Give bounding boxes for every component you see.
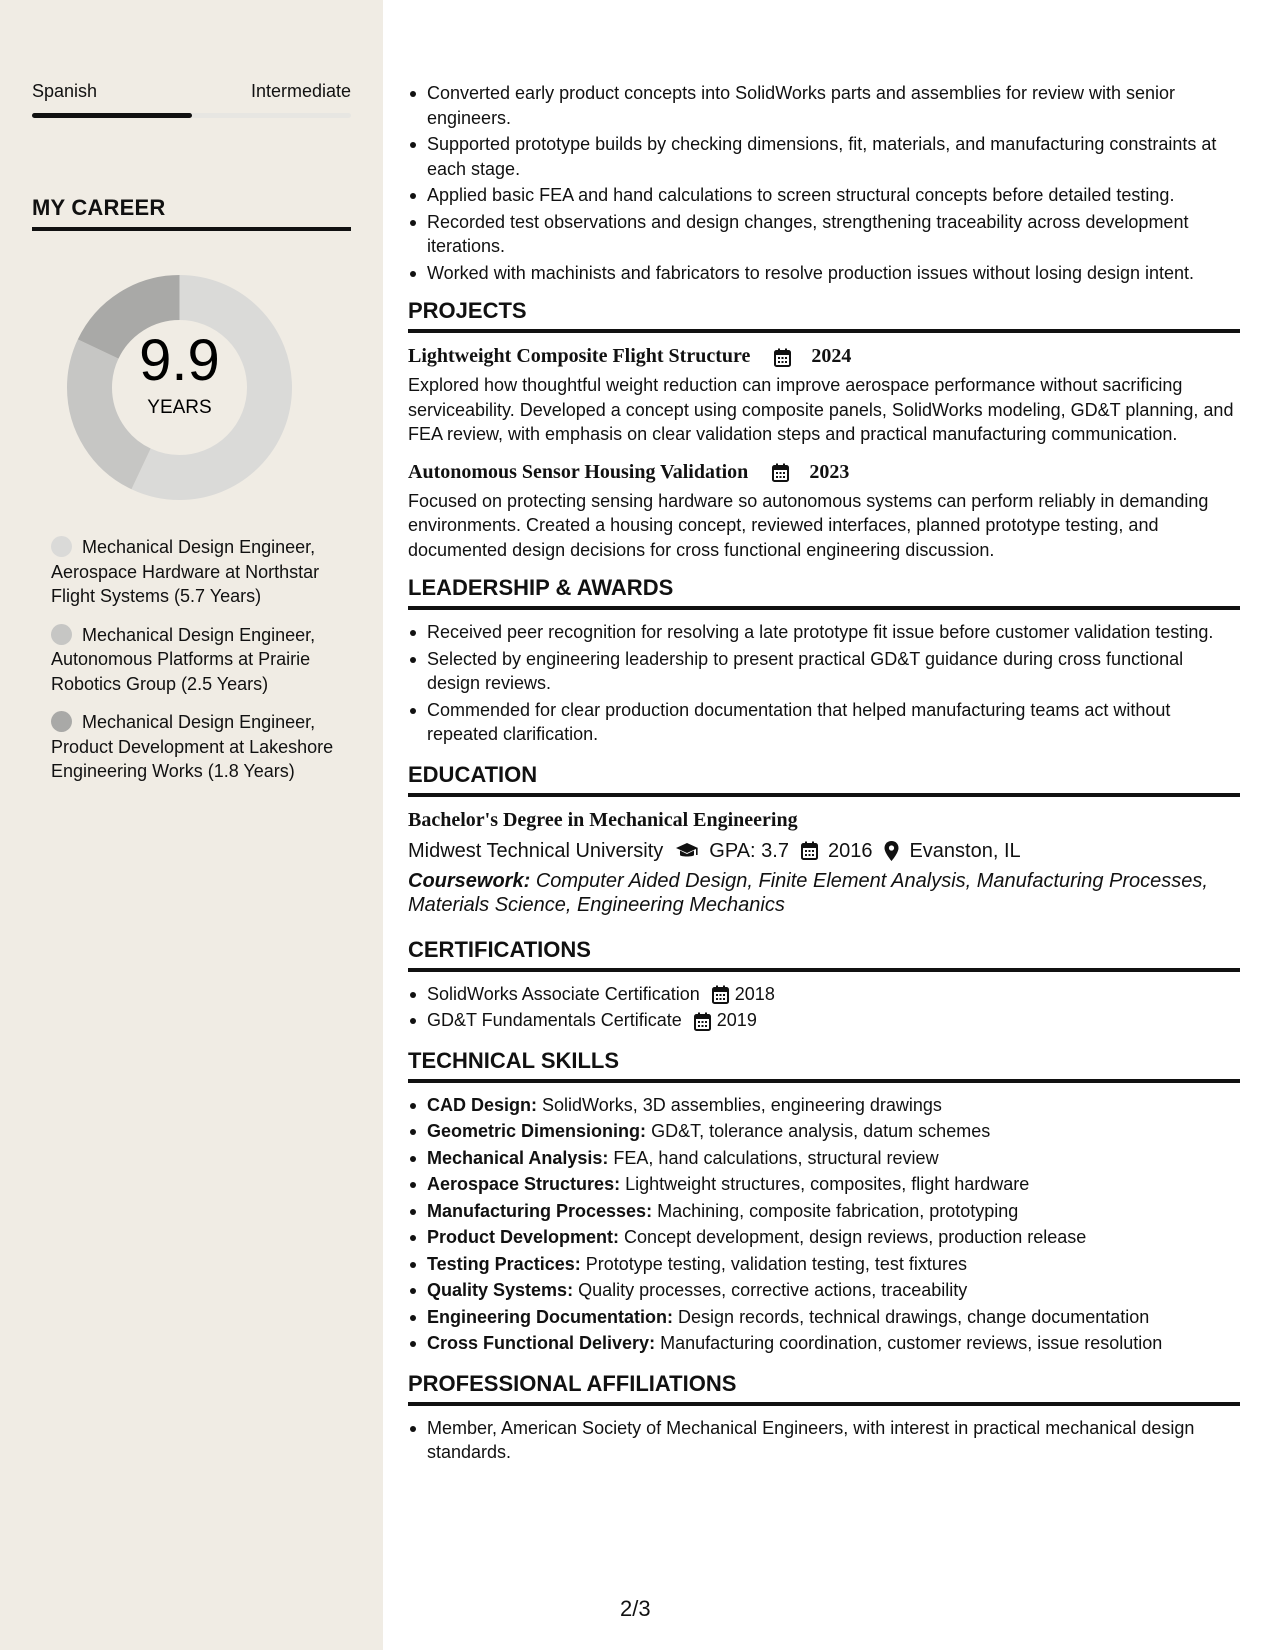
project-description: Focused on protecting sensing hardware so autonomous systems can perform reliably in demanding environments. Created a housing concept, reviewed interfaces, planned prototype testing, and documented design decisions for cross functional engineering discussion. [408, 490, 1209, 560]
skill-label: Quality Systems: [427, 1280, 574, 1300]
skill-item [408, 1305, 1240, 1330]
projects-list [408, 343, 1240, 562]
certification-item [408, 982, 1240, 1007]
list-item: Worked with machinists and fabricators to resolve production issues without losing design intent. [408, 261, 1240, 286]
education-gpa: GPA: 3.7 [709, 839, 789, 862]
skill-label: CAD Design: [427, 1094, 538, 1115]
project-year: 2023 [809, 460, 850, 483]
skills-list [408, 1093, 1240, 1356]
career-legend-dot [51, 536, 72, 557]
list-item: Applied basic FEA and hand calculations to screen structural concepts before detailed testing. [408, 183, 1240, 208]
list-item: Recorded test observations and design changes, strengthening traceability across development iterations. [408, 210, 1240, 259]
calendar-icon [712, 982, 732, 1007]
skill-value: SolidWorks, 3D assemblies, engineering drawings [542, 1094, 942, 1115]
skill-value: Machining, composite fabrication, prototyping [657, 1200, 1019, 1221]
skill-label: Manufacturing Processes: [427, 1200, 653, 1221]
skill-item [408, 1225, 1240, 1250]
certifications-list [408, 982, 1240, 1033]
career-item-text: Mechanical Design Engineer, Product Development at Lakeshore Engineering Works (1.8 Years) [51, 712, 334, 781]
skill-value: GD&T, tolerance analysis, datum schemes [651, 1121, 991, 1141]
skill-value: Manufacturing coordination, customer reviews, issue resolution [660, 1333, 1163, 1353]
location-pin-icon [884, 841, 899, 861]
career-legend-dot [51, 624, 72, 645]
skill-value: Prototype testing, validation testing, test fixtures [585, 1253, 967, 1274]
project-heading [408, 459, 1240, 485]
project-year: 2024 [811, 345, 852, 367]
certification-year: 2019 [716, 1010, 757, 1030]
career-total-years: 9.9 [139, 328, 220, 393]
leadership-list [408, 620, 1240, 747]
career-item-text: Mechanical Design Engineer, Autonomous Platforms at Prairie Robotics Group (2.5 Years) [51, 624, 316, 694]
skill-value: Quality processes, corrective actions, traceability [578, 1280, 968, 1300]
project-name: Autonomous Sensor Housing Validation [408, 460, 749, 483]
skill-value: Design records, technical drawings, change documentation [678, 1306, 1150, 1327]
project-description: Explored how thoughtful weight reduction can improve aerospace performance without sacrificing serviceability. Developed a concept using composite panels, SolidWorks modeling, GD&T planning, and FEA review, with emphasis on clear validation steps and practical manufacturing communication. [408, 375, 1234, 444]
skill-item [408, 1278, 1240, 1303]
skill-item [408, 1119, 1240, 1144]
skill-label: Cross Functional Delivery: [427, 1333, 656, 1353]
skill-item [408, 1331, 1240, 1356]
certification-year: 2018 [734, 983, 775, 1004]
career-item-text: Mechanical Design Engineer, Aerospace Hardware at Northstar Flight Systems (5.7 Years) [51, 537, 320, 606]
skill-value: Lightweight structures, composites, flight hardware [625, 1174, 1030, 1194]
skill-label: Mechanical Analysis: [427, 1147, 609, 1168]
skill-label: Engineering Documentation: [427, 1306, 674, 1327]
career-years-donut-chart [67, 275, 292, 500]
list-item: Selected by engineering leadership to present practical GD&T guidance during cross functional design reviews. [408, 647, 1240, 696]
career-item [51, 623, 336, 697]
list-item: Commended for clear production documentation that helped manufacturing teams act without repeated clarification. [408, 698, 1240, 747]
career-item [51, 710, 336, 784]
career-legend-dot [51, 711, 72, 732]
language-proficiency-bar [32, 113, 351, 118]
education-coursework [408, 869, 1240, 918]
experience-bullets [408, 81, 1240, 285]
education-section-title: EDUCATION [408, 761, 1240, 797]
education-degree: Bachelor's Degree in Mechanical Engineering [408, 808, 798, 831]
sidebar [0, 0, 383, 1650]
skill-label: Product Development: [427, 1227, 620, 1247]
main-content [408, 81, 1240, 1467]
skill-label: Geometric Dimensioning: [427, 1121, 647, 1141]
career-section-title: MY CAREER [32, 195, 166, 220]
calendar-icon [694, 1008, 714, 1033]
list-item: Member, American Society of Mechanical Engineers, with interest in practical mechanical design standards. [408, 1416, 1240, 1465]
list-item: Received peer recognition for resolving a late prototype fit issue before customer validation testing. [408, 620, 1240, 645]
projects-section-title: PROJECTS [408, 297, 1240, 333]
affiliations-section-title: PROFESSIONAL AFFILIATIONS [408, 1370, 1240, 1406]
certifications-section-title: CERTIFICATIONS [408, 936, 1240, 972]
skills-section-title: TECHNICAL SKILLS [408, 1047, 1240, 1083]
career-years-unit: YEARS [147, 397, 212, 418]
coursework-label: Coursework: [408, 869, 531, 892]
language-proficiency-fill [32, 113, 192, 118]
skill-value: FEA, hand calculations, structural review [613, 1147, 939, 1168]
project-name: Lightweight Composite Flight Structure [408, 345, 751, 367]
skill-label: Testing Practices: [427, 1253, 581, 1274]
certification-item [408, 1008, 1240, 1033]
calendar-icon [762, 343, 801, 369]
education-details [408, 837, 1240, 865]
graduation-cap-icon [675, 842, 699, 860]
certification-name: SolidWorks Associate Certification [427, 983, 700, 1004]
calendar-icon [801, 841, 818, 860]
education-school: Midwest Technical University [408, 839, 664, 862]
language-level: Intermediate [250, 81, 351, 101]
calendar-icon [760, 459, 799, 485]
skill-item [408, 1172, 1240, 1197]
education-year: 2016 [827, 839, 873, 862]
affiliations-list [408, 1416, 1240, 1465]
skill-value: Concept development, design reviews, production release [624, 1227, 1087, 1247]
career-list [51, 535, 336, 798]
career-item [51, 535, 336, 609]
language-name: Spanish [32, 81, 98, 101]
education-location: Evanston, IL [909, 839, 1021, 862]
skill-item [408, 1146, 1240, 1171]
language-row [32, 81, 351, 102]
list-item: Supported prototype builds by checking dimensions, fit, materials, and manufacturing constraints at each stage. [408, 132, 1240, 181]
leadership-section-title: LEADERSHIP & AWARDS [408, 574, 1240, 610]
list-item: Converted early product concepts into SolidWorks parts and assemblies for review with senior engineers. [408, 81, 1240, 130]
certification-name: GD&T Fundamentals Certificate [427, 1010, 682, 1030]
skill-label: Aerospace Structures: [427, 1174, 621, 1194]
certification-date [712, 982, 775, 1007]
project-heading [408, 343, 1240, 369]
career-section-rule [32, 227, 351, 231]
skill-item [408, 1199, 1240, 1224]
coursework-text: Computer Aided Design, Finite Element Analysis, Manufacturing Processes, Materials Science, Engineering Mechanics [408, 869, 1208, 916]
page-number: 2/3 [620, 1596, 651, 1621]
certification-date [694, 1008, 757, 1033]
skill-item [408, 1093, 1240, 1118]
skill-item [408, 1252, 1240, 1277]
